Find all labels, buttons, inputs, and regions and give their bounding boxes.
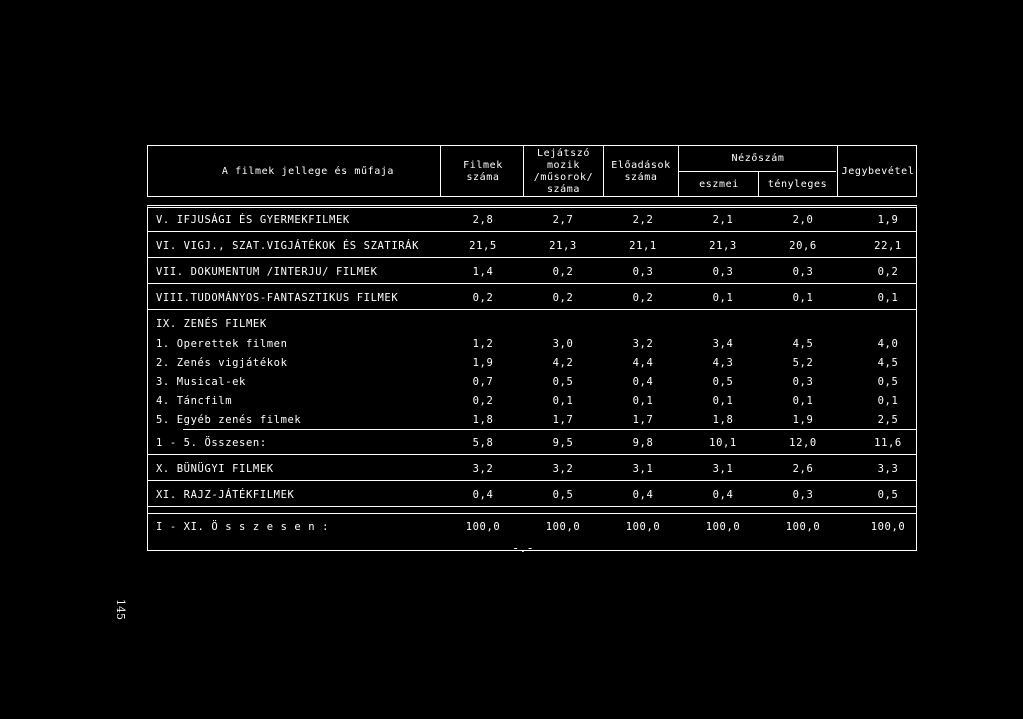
table-row-value: 2,6 — [792, 463, 814, 475]
table-row-value: 1,9 — [792, 414, 814, 426]
row-divider — [148, 480, 916, 481]
subtotal-row-label: 1 - 5. Összesen: — [156, 437, 267, 449]
table-row-value: 0,5 — [877, 489, 899, 501]
table-row-value: 0,4 — [632, 489, 654, 501]
header-viewers-plan: eszmei — [699, 179, 739, 190]
table-row-value: 3,3 — [877, 463, 899, 475]
table-row-value: 20,6 — [789, 240, 817, 252]
table-row-value: 1,8 — [472, 414, 494, 426]
table-row-value: 0,1 — [792, 395, 814, 407]
table-row-value: 0,3 — [792, 489, 814, 501]
table-row-value: 0,2 — [552, 292, 574, 304]
table-row-value: 0,2 — [472, 395, 494, 407]
table-row-value: 1,9 — [877, 214, 899, 226]
total-row-label: I - XI. Ö s s z e s e n : — [156, 521, 330, 533]
table-row-value: 0,3 — [792, 376, 814, 388]
table-row-value: 3,2 — [552, 463, 574, 475]
total-row-value: 100,0 — [785, 521, 821, 533]
header-films: Filmek száma — [463, 160, 503, 183]
table-row-value: 1,8 — [712, 414, 734, 426]
table-row-value: 0,2 — [877, 266, 899, 278]
header-viewers: Nézőszám — [731, 153, 785, 164]
table-row-value: 0,7 — [472, 376, 494, 388]
table-row-value: 4,2 — [552, 357, 574, 369]
total-row-value: 100,0 — [545, 521, 581, 533]
table-row-label: 1. Operettek filmen — [156, 338, 288, 350]
table-row-value: 2,5 — [877, 414, 899, 426]
table-row-label: X. BÜNÜGYI FILMEK — [156, 463, 274, 475]
table-row-label: 4. Táncfilm — [156, 395, 233, 407]
table-row-value: 0,2 — [632, 292, 654, 304]
header-viewers-actual: tényleges — [767, 179, 828, 190]
statistics-table — [147, 145, 917, 551]
table-row-value: 0,5 — [877, 376, 899, 388]
table-row-value: 3,0 — [552, 338, 574, 350]
table-row-value: 0,1 — [877, 292, 899, 304]
header-revenue: Jegybevétel — [841, 166, 915, 177]
table-row-value: 4,0 — [877, 338, 899, 350]
table-row-value: 0,4 — [712, 489, 734, 501]
table-row-value: 0,5 — [552, 376, 574, 388]
table-row-value: 2,7 — [552, 214, 574, 226]
row-divider — [148, 309, 916, 310]
table-row-label: 3. Musical-ek — [156, 376, 246, 388]
table-row-value: 3,1 — [632, 463, 654, 475]
table-row-value: 2,0 — [792, 214, 814, 226]
table-row-value: 0,3 — [632, 266, 654, 278]
row-divider — [148, 283, 916, 284]
subtotal-row-value: 5,8 — [472, 437, 494, 449]
subtotal-divider — [183, 429, 916, 430]
table-row-label: VI. VIGJ., SZAT.VIGJÁTÉKOK ÉS SZATIRÁK — [156, 240, 420, 252]
table-row-value: 0,1 — [552, 395, 574, 407]
table-row-value: 4,5 — [877, 357, 899, 369]
table-row-value: 0,2 — [552, 266, 574, 278]
table-row-label: XI. RAJZ-JÁTÉKFILMEK — [156, 489, 295, 501]
section-title-label: IX. ZENÉS FILMEK — [156, 318, 267, 330]
table-row-label: VII. DOKUMENTUM /INTERJU/ FILMEK — [156, 266, 378, 278]
table-row-value: 2,2 — [632, 214, 654, 226]
table-row-value: 5,2 — [792, 357, 814, 369]
table-row-value: 4,5 — [792, 338, 814, 350]
subtotal-row-value: 9,5 — [552, 437, 574, 449]
table-row-label: VIII.TUDOMÁNYOS-FANTASZTIKUS FILMEK — [156, 292, 399, 304]
table-row-value: 2,1 — [712, 214, 734, 226]
total-row-value: 100,0 — [465, 521, 501, 533]
table-row-value: 21,3 — [549, 240, 577, 252]
table-row-value: 0,1 — [712, 395, 734, 407]
total-row-value: 100,0 — [625, 521, 661, 533]
table-row-value: 3,2 — [632, 338, 654, 350]
table-row-value: 0,5 — [712, 376, 734, 388]
table-row-value: 21,3 — [709, 240, 737, 252]
table-row-value: 0,1 — [877, 395, 899, 407]
row-divider — [148, 513, 916, 514]
table-row-value: 1,7 — [552, 414, 574, 426]
table-row-value: 3,4 — [712, 338, 734, 350]
footer-mark: -.- — [512, 541, 534, 555]
header-shows: Előadások száma — [611, 160, 671, 183]
table-row-value: 0,5 — [552, 489, 574, 501]
table-row-value: 0,2 — [472, 292, 494, 304]
table-row-value: 1,7 — [632, 414, 654, 426]
table-row-label: V. IFJUSÁGI ÉS GYERMEKFILMEK — [156, 214, 350, 226]
table-row-value: 4,3 — [712, 357, 734, 369]
table-row-value: 4,4 — [632, 357, 654, 369]
table-row-value: 21,1 — [629, 240, 657, 252]
table-row-label: 5. Egyéb zenés filmek — [156, 414, 302, 426]
row-divider — [148, 231, 916, 232]
table-row-value: 3,1 — [712, 463, 734, 475]
total-row-value: 100,0 — [870, 521, 906, 533]
table-row-value: 0,1 — [792, 292, 814, 304]
table-row-value: 1,9 — [472, 357, 494, 369]
row-divider — [148, 257, 916, 258]
table-row-value: 0,1 — [632, 395, 654, 407]
table-row-value: 1,2 — [472, 338, 494, 350]
header-cinemas: Lejátszó mozik /műsorok/ száma — [533, 148, 594, 195]
subtotal-row-value: 9,8 — [632, 437, 654, 449]
table-row-value: 0,4 — [632, 376, 654, 388]
subtotal-row-value: 12,0 — [789, 437, 817, 449]
table-row-value: 1,4 — [472, 266, 494, 278]
table-row-value: 21,5 — [469, 240, 497, 252]
table-body — [147, 205, 917, 551]
page-number: 145 — [114, 599, 127, 620]
table-row-value: 0,3 — [712, 266, 734, 278]
table-row-value: 0,1 — [712, 292, 734, 304]
table-row-label: 2. Zenés vigjátékok — [156, 357, 288, 369]
subtotal-row-value: 11,6 — [874, 437, 902, 449]
table-row-value: 22,1 — [874, 240, 902, 252]
table-header — [147, 145, 917, 197]
row-divider — [148, 506, 916, 507]
subtotal-row-value: 10,1 — [709, 437, 737, 449]
total-row-value: 100,0 — [705, 521, 741, 533]
table-row-value: 3,2 — [472, 463, 494, 475]
table-row-value: 0,4 — [472, 489, 494, 501]
header-kind: A filmek jellege és műfaja — [221, 166, 395, 177]
table-row-value: 2,8 — [472, 214, 494, 226]
row-divider — [148, 454, 916, 455]
table-row-value: 0,3 — [792, 266, 814, 278]
